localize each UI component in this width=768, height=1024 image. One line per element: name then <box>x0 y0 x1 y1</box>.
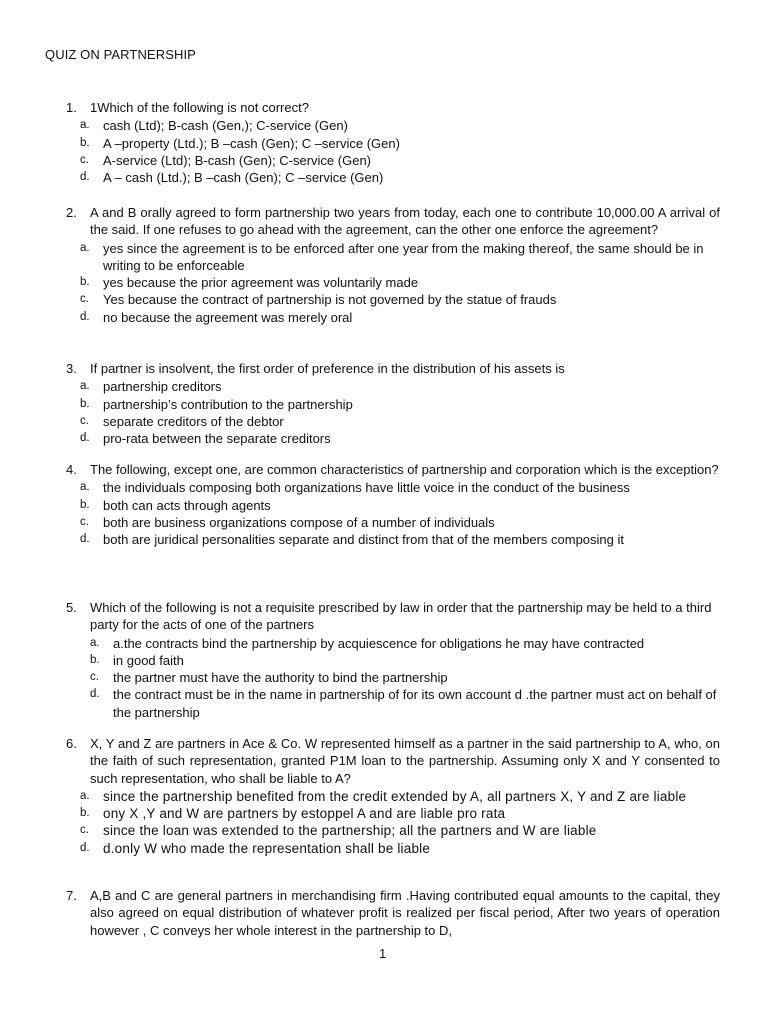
option-d: d. d.only W who made the representation shall be liable <box>80 840 431 856</box>
question-1 <box>66 99 720 186</box>
question-6 <box>66 735 720 857</box>
option-c: c. since the loan was extended to the partnership; all the partners and W are liable <box>80 823 597 839</box>
question-number: 4. <box>66 462 77 477</box>
option-b: b. ony X ,Y and W are partners by estoppel A and are liable pro rata <box>80 806 506 822</box>
question-number: 6. <box>66 736 77 751</box>
question-text: 1Which of the following is not correct? <box>90 100 309 115</box>
option-d: d. A – cash (Ltd.); B –cash (Gen); C –service (Gen) <box>80 170 384 186</box>
option-a: a. a.the contracts bind the partnership by acquiescence for obligations he may have contracted <box>90 635 645 651</box>
option-d: d. both are juridical personalities separate and distinct from that of the members composing it <box>80 532 624 548</box>
option-a: a. partnership creditors <box>80 379 222 395</box>
question-7 <box>66 887 720 939</box>
question-text: The following, except one, are common characteristics of partnership and corporation which is the exception? <box>90 462 719 477</box>
question-number: 2. <box>66 205 77 220</box>
option-a: a. yes since the agreement is to be enforced after one year from the making thereof, the same should be in writing to be enforceable <box>80 240 704 273</box>
option-a: a. the individuals composing both organizations have little voice in the conduct of the business <box>80 480 630 496</box>
option-c: c. the partner must have the authority to bind the partnership <box>90 670 448 686</box>
page-number: 1 <box>379 946 387 961</box>
option-c: c. both are business organizations compose of a number of individuals <box>80 514 495 530</box>
question-4 <box>66 461 720 548</box>
question-number: 3. <box>66 361 77 376</box>
question-text: Which of the following is not a requisite prescribed by law in order that the partnership may be held to a third party for the acts of one of the partners <box>90 600 712 633</box>
question-number: 5. <box>66 600 77 615</box>
question-3 <box>66 360 720 447</box>
question-text: A and B orally agreed to form partnership two years from today, each one to contribute 10,000.00 A arrival of the said. If one refuses to go ahead with the agreement, can the other one enforce the agreement? <box>90 205 720 238</box>
option-c: c. separate creditors of the debtor <box>80 413 284 429</box>
option-c: c. A-service (Ltd); B-cash (Gen); C-service (Gen) <box>80 152 372 168</box>
question-2 <box>66 204 720 326</box>
question-text: X, Y and Z are partners in Ace & Co. W represented himself as a partner in the said partnership to A, who, on the faith of such representation, granted P1M loan to the partnership. Assuming only X and Y consented to such representation, who shall be liable to A? <box>90 736 720 786</box>
option-b: b. both can acts through agents <box>80 497 271 513</box>
option-b: b. yes because the prior agreement was voluntarily made <box>80 275 419 291</box>
option-a: a. since the partnership benefited from the credit extended by A, all partners X, Y and Z are liable <box>80 788 687 804</box>
question-text: If partner is insolvent, the first order of preference in the distribution of his assets is <box>90 361 565 376</box>
option-d: d. no because the agreement was merely oral <box>80 309 353 325</box>
option-b: b. in good faith <box>90 652 184 668</box>
page-title: QUIZ ON PARTNERSHIP <box>45 47 196 62</box>
question-number: 7. <box>66 888 77 903</box>
option-b: b. A –property (Ltd.); B –cash (Gen); C –service (Gen) <box>80 135 400 151</box>
question-number: 1. <box>66 100 77 115</box>
option-a: a. cash (Ltd); B-cash (Gen,); C-service (Gen) <box>80 118 348 134</box>
question-text: A,B and C are general partners in merchandising firm .Having contributed equal amounts to the capital, they also agreed on equal distribution of whatever profit is realized per fiscal period, After two years of operation however , C conveys her whole interest in the partnership to D, <box>90 888 720 938</box>
question-5 <box>66 599 720 721</box>
option-d: d. pro-rata between the separate creditors <box>80 431 331 447</box>
option-b: b. partnership’s contribution to the partnership <box>80 396 353 412</box>
option-d: d. the contract must be in the name in partnership of for its own account d .the partner must act on behalf of the partnership <box>90 687 717 720</box>
option-c: c. Yes because the contract of partnership is not governed by the statue of frauds <box>80 292 557 308</box>
